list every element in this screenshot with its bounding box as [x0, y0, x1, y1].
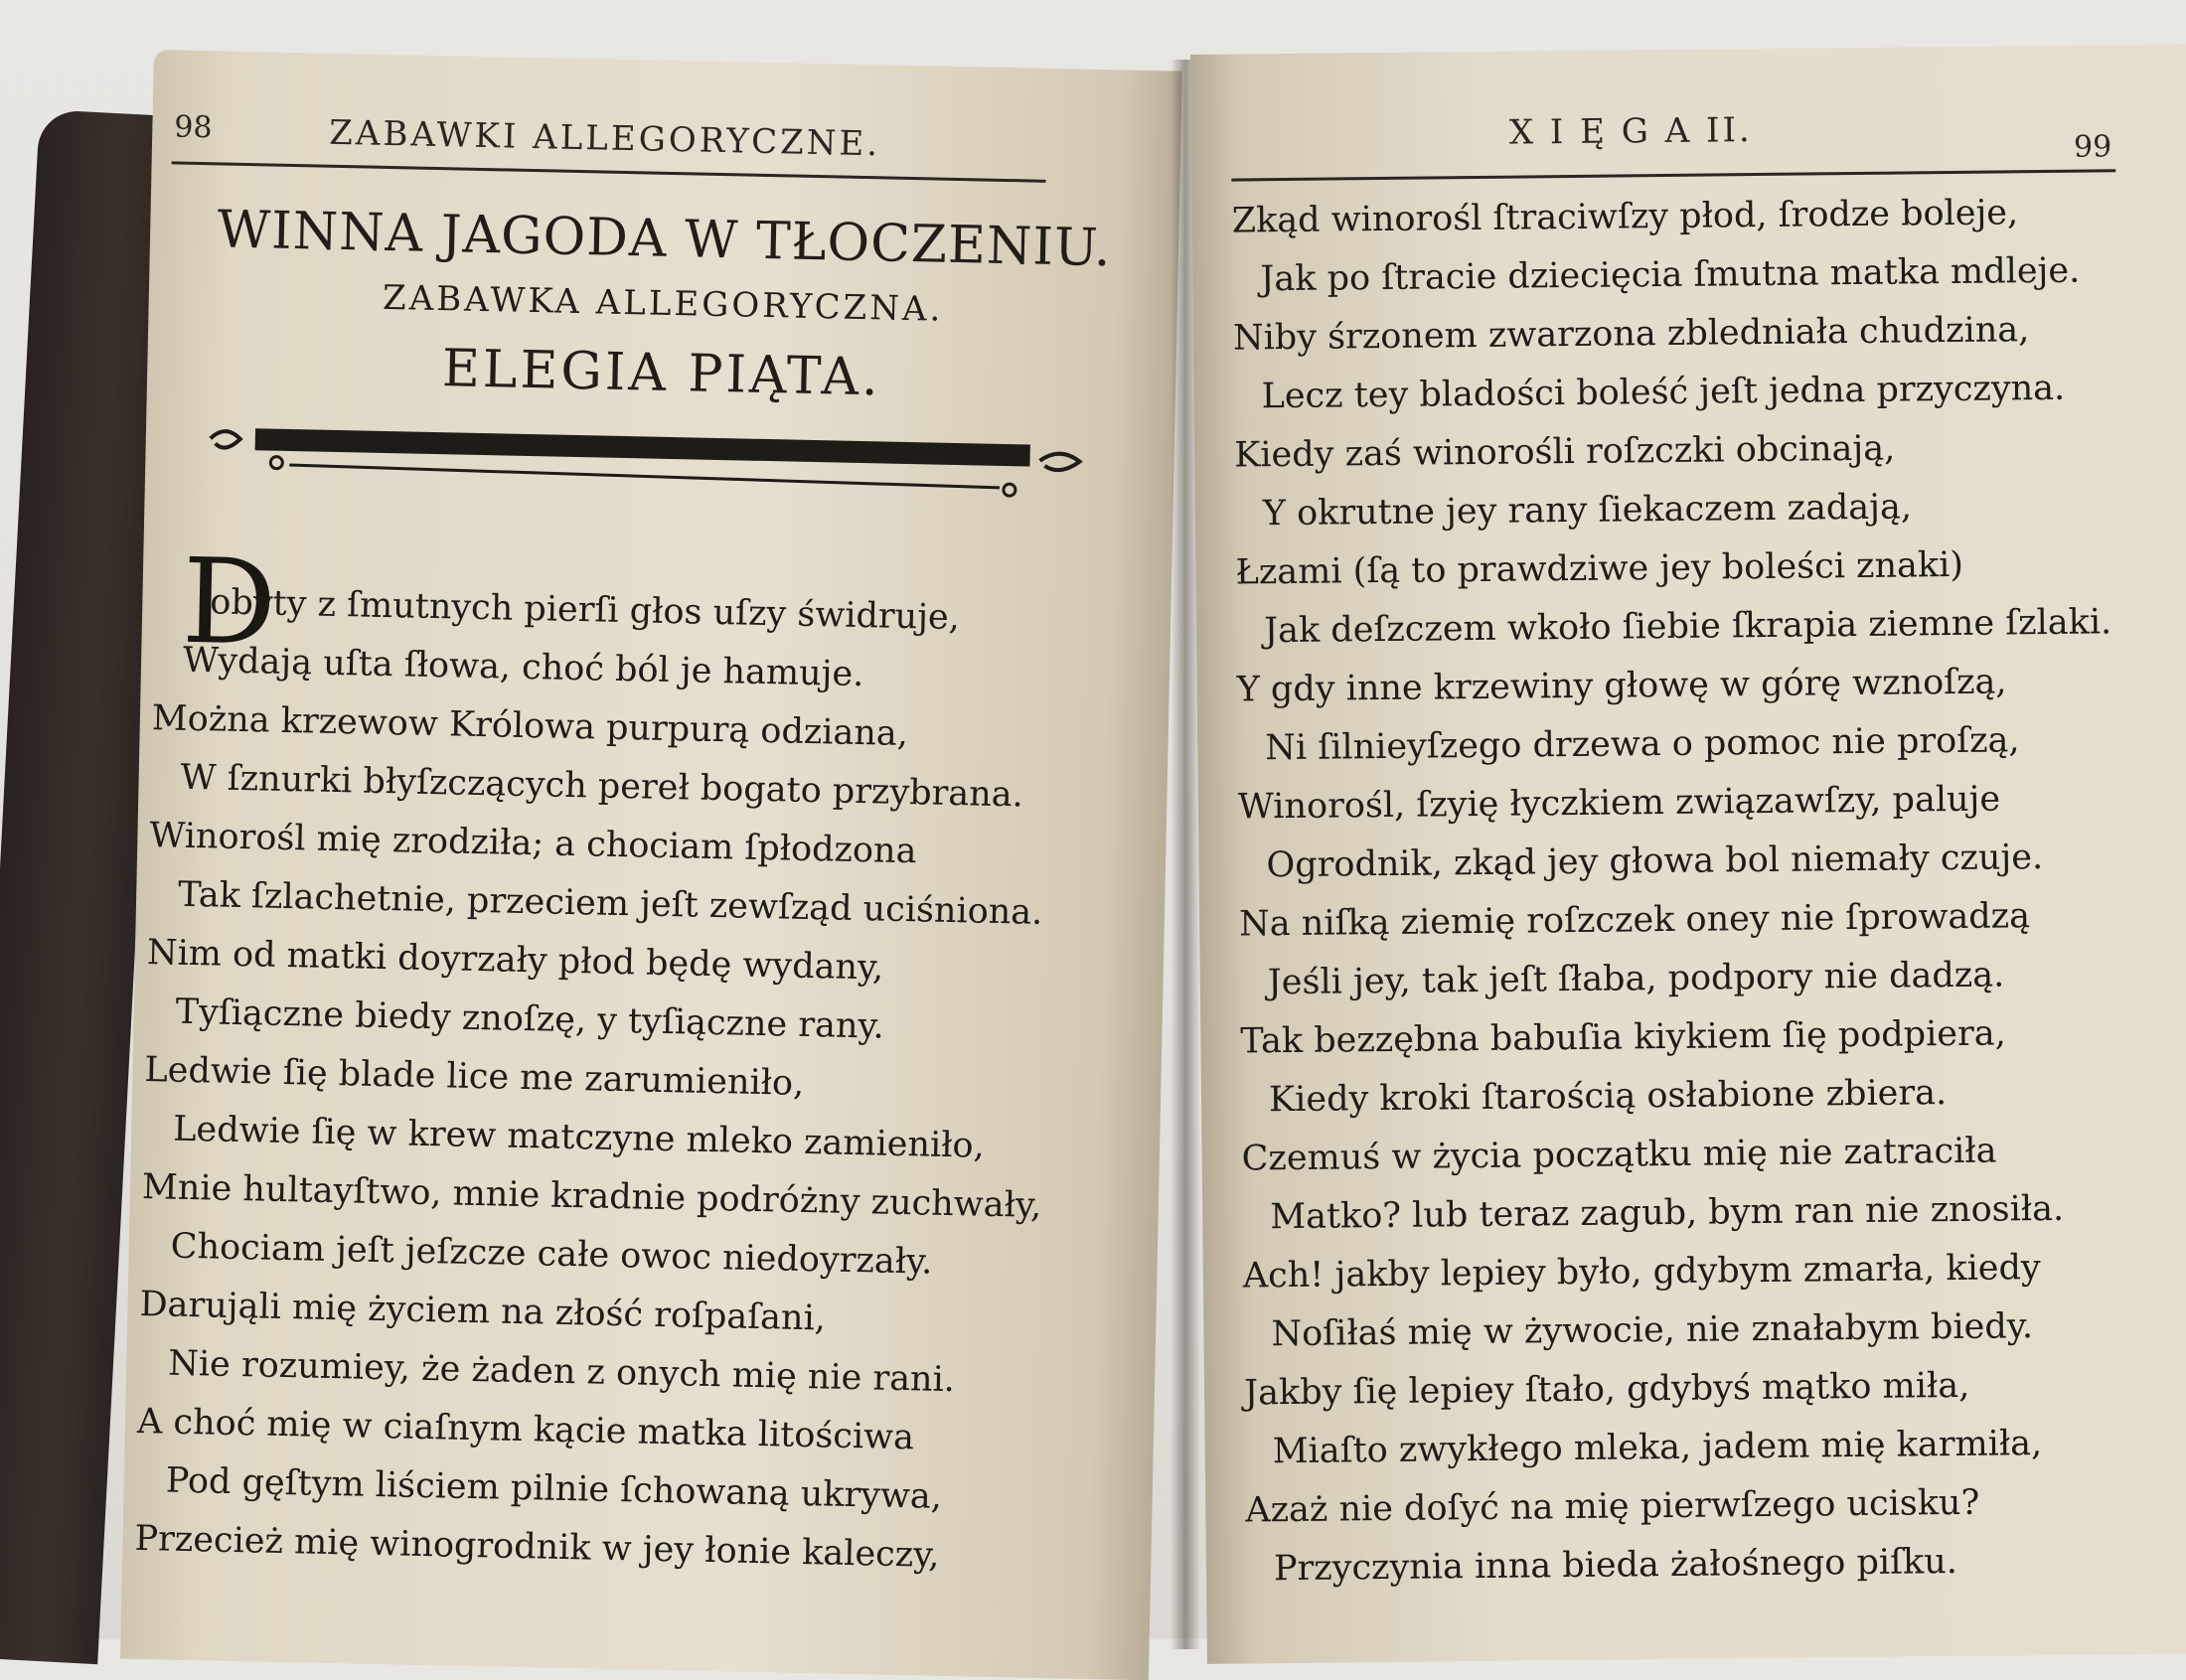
- verse-line: Miaſto zwykłego mleka, jadem mię karmiła,: [1272, 1424, 2043, 1472]
- ornament-rule: [205, 413, 1100, 512]
- header-rule: [1231, 169, 2115, 181]
- verse-line: Jak po ſtracie dziecięcia ſmutna matka mdleje.: [1260, 250, 2081, 300]
- header-rule: [172, 161, 1046, 182]
- verse-line: Azaż nie doſyć na mię pierwſzego ucisku?: [1245, 1482, 1980, 1531]
- verse-line: Noſiłaś mię w żywocie, nie znałabym biedy.: [1271, 1306, 2034, 1355]
- verse-line: Y gdy inne krzewiny głowę w górę wznoſzą,: [1236, 662, 2007, 710]
- verse-line: A choć mię w ciaſnym kącie matka litościwa: [136, 1401, 915, 1458]
- verse-line: Nie rozumiey, że żaden z onych mię nie rani.: [167, 1343, 956, 1401]
- verse-line: Można krzewow Królowa purpurą odziana,: [151, 698, 909, 755]
- verse-line: Przyczynia inna bieda żałośnego piſku.: [1273, 1542, 1958, 1590]
- verse-line: Czemuś w życia początku mię nie zatraciła: [1241, 1131, 1997, 1179]
- page-number: 98: [174, 109, 213, 146]
- verse-line: Ach! jakby lepiey było, gdybym zmarła, kiedy: [1242, 1248, 2041, 1297]
- verse-line: Lecz tey bladości boleść jeſt jedna przyczyna.: [1261, 368, 2066, 417]
- verse-line: Mnie hultayſtwo, mnie kradnie podróżny zuchwały,: [141, 1167, 1042, 1226]
- verse-line: Ledwie ſię blade lice me zarumieniło,: [144, 1050, 805, 1104]
- verse-line: Chociam jeſt jeſzcze całe owoc niedoyrzały.: [170, 1226, 933, 1283]
- verse-line: Y okrutne jey rany ſiekaczem zadają,: [1262, 487, 1913, 535]
- left-page: [120, 50, 1182, 1680]
- verse-line: Łzami (ſą to prawdziwe jey boleści znaki): [1235, 544, 1964, 593]
- verse-line: Tak bezzębna babuſia kiykiem ſię podpiera,: [1240, 1013, 2006, 1062]
- verse-line: Niby śrzonem zwarzona zbledniała chudzina,: [1232, 310, 2030, 359]
- poem-subtitle: ZABAWKA ALLEGORYCZNA.: [382, 277, 944, 330]
- poem-title: WINNA JAGODA W TŁOCZENIU.: [217, 200, 1113, 279]
- verse-line: Winorośl, ſzyię łyczkiem związawſzy, paluje: [1237, 779, 2001, 828]
- verse-line: Jak deſzczem wkoło ſiebie ſkrapia ziemne ſzlaki.: [1263, 602, 2112, 652]
- right-page: [1190, 45, 2186, 1664]
- running-head: ZABAWKI ALLEGORYCZNE.: [328, 112, 881, 165]
- verse-line: Ledwie ſię w krew matczyne mleko zamieniło,: [172, 1109, 986, 1166]
- verse-line: obyty z ſmutnych pierſi głos uſzy świdruje,: [209, 582, 961, 639]
- page-number: 99: [2073, 129, 2112, 165]
- verse-line: Jeśli jey, tak jeſt ſłaba, podpory nie dadzą.: [1267, 955, 2005, 1003]
- verse-line: Wydają uſta ſłowa, choć ból je hamuje.: [182, 640, 864, 695]
- verse-line: Zkąd winorośl ſtraciwſzy płod, ſrodze boleje,: [1231, 193, 2019, 241]
- verse-line: W ſznurki błyſzczących pereł bogato przybrana.: [180, 757, 1024, 816]
- verse-line: Jakby ſię lepiey ſtało, gdybyś mątko miła,: [1243, 1365, 1970, 1414]
- drop-cap: D: [180, 532, 278, 672]
- verse-line: Matko? lub teraz zagub, bym ran nie znosiła.: [1270, 1188, 2065, 1238]
- running-head: X I Ę G A II.: [1508, 110, 1753, 153]
- verse-line: Pod gęſtym liściem pilnie ſchowaną ukrywa,: [165, 1460, 943, 1517]
- verse-line: Winorośl mię zrodziła; a chociam ſpłodzona: [149, 816, 917, 872]
- verse-line: Ogrodnik, zkąd jey głowa bol niemały czuje.: [1266, 838, 2044, 886]
- section-title: ELEGIA PIĄTA.: [441, 339, 882, 408]
- verse-line: Kiedy kroki ſtarością osłabione zbiera.: [1268, 1073, 1948, 1121]
- verse-line: Tak ſzlachetnie, przeciem jeſt zewſząd uciśniona.: [177, 874, 1043, 933]
- verse-line: Przecież mię winogrodnik w jey łonie kaleczy,: [134, 1518, 940, 1576]
- verse-line: Kiedy zaś winorośli roſzczki obcinają,: [1234, 428, 1896, 476]
- verse-line: Ni ſilnieyſzego drzewa o pomoc nie proſzą,: [1265, 720, 2020, 769]
- verse-line: Na niſką ziemię roſzczek oney nie ſprowadzą: [1238, 896, 2031, 945]
- verse-line: Nim od matki doyrzały płod będę wydany,: [146, 933, 884, 989]
- verse-line: Darująli mię życiem na złość roſpaſani,: [139, 1284, 827, 1339]
- verse-line: Tyſiączne biedy znoſzę, y tyſiączne rany.: [175, 992, 885, 1047]
